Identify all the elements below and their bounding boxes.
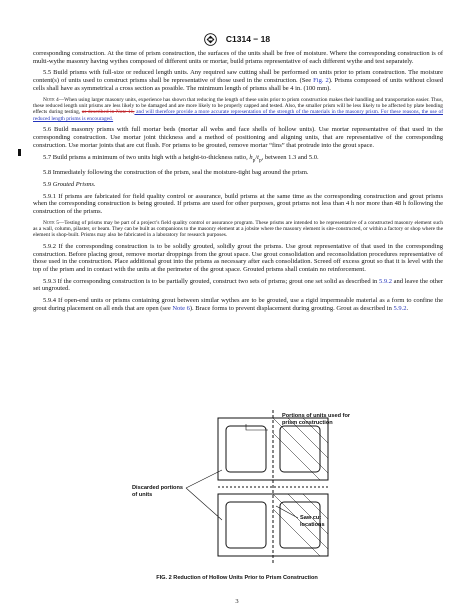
section-5-9-2: 5.9.2 If the corresponding construction is to be solidly grouted, solidly grout the prisms. Use grout representative of that used in the corresponding construction. Before placing grout, remove mortar droppings from the grout space. Use grout consolidation and reconsolidation procedures representative of those used in the construction. Place additional grout into the prisms as necessary after each consolidation. Screed off excess grout so that it is level with the top of the prism and in contact with the units at the perimeter of the grout space. Grouted prisms shall contain no reinforcement. — [33, 243, 443, 273]
note-6-link[interactable]: Note 6 — [172, 304, 190, 312]
section-5-8: 5.8 Immediately following the construction of the prism, seal the moisture-tight bag around the prism. — [43, 168, 309, 176]
document-body — [33, 50, 443, 317]
section-5-9-1: 5.9.1 If prisms are fabricated for field quality control or assurance, build prisms at the same time as the corresponding construction and grout prisms when the corresponding construction is being grouted. If prisms are used for other purposes, grout prisms not less than 4 h nor more than 48 h following the construction of the prisms. — [33, 192, 443, 215]
lower-cell-left — [226, 502, 266, 548]
section-5-9-2-link[interactable]: 5.9.2 — [378, 277, 392, 285]
paragraph-intro: corresponding construction. At the time of prism construction, the surfaces of the units shall be free of moisture. Where the corresponding construction is of multi-wythe masonry having wythes composed of different units or mortar, build prisms representative of each different wythe and test separately. — [33, 50, 443, 65]
note-5: Note 5—Testing of prisms may be part of a project’s field quality control or assurance program. These prisms are intended to be representative of a constructed masonry element such as a wall, column, pilaster, or beam. They can be built as companions to the masonry element at a jobsite where the masonry element is site-constructed, or within a factory or shop where the element is shop-built. Prisms may also be fabricated in a laboratory for research purposes. — [33, 219, 443, 239]
note-4: Note 4—When using larger masonry units, experience has shown that reducing the length of these units prior to prism construction makes their handling and transportation easier. Thus, these reduced length unit prisms are less likely to be damaged and are more likely to be properly capped and tested. Also, the smaller prism will be less likely to be affected by plate bending effects during testing, as described in Note 11, and will therefore provide a more accurate representation of the strength of the materials in the masonry prism. For these reasons, the use of reduced length prisms is encouraged. — [33, 96, 443, 122]
page-header — [0, 30, 474, 48]
leader-left-2 — [186, 488, 222, 520]
label-discarded: Discarded portions of units — [132, 485, 183, 498]
section-5-9-2-link[interactable]: 5.9.2 — [393, 304, 407, 312]
upper-cell-right — [280, 426, 320, 472]
document-designation: C1314 − 18 — [225, 34, 271, 45]
section-5-6: 5.6 Build masonry prisms with full mortar beds (mortar all webs and face shells of hollow units). Use mortar representative of that used in the corresponding construction. Use mortar joint thickness and a method of positioning and aligning units, that are representative of the corresponding construction. Use mortar joints that are cut flush. For prisms to be grouted, remove mortar “fins” that protrude into the grout space. — [33, 126, 443, 149]
section-5-9-3: 5.9.3 If the corresponding construction is to be partially grouted, construct two sets of prisms; grout one set solid as described in 5.9.2 and leave the other set ungrouted. — [33, 277, 443, 293]
label-saw-cut: Saw cut locations — [300, 515, 325, 528]
astm-logo-icon — [204, 33, 217, 46]
section-5-5: 5.5 Build prisms with full-size or reduced length units. Any required saw cutting shall be performed on units prior to prism construction. The moisture content(s) of units used to construct prisms shall be representative of those used in the construction. (See Fig. 2). Prisms composed of units without closed cells shall have as symmetrical a cross section as possible. The minimum length of prisms shall be 4 in. (100 mm). — [33, 69, 444, 92]
upper-cell-left — [226, 426, 266, 472]
fig-2-link[interactable]: Fig. 2 — [313, 77, 329, 85]
label-portions-used: Portions of units used for prism construction — [282, 413, 351, 426]
section-5-7: 5.7 Build prisms a minimum of two units high with a height-to-thickness ratio, $h_p/t_p$, between 1.3 and 5.0. — [43, 153, 319, 163]
section-5-9: 5.9 Grouted Prisms. — [43, 180, 96, 188]
page-number: 3 — [235, 598, 239, 605]
change-bar — [18, 149, 21, 156]
figure-caption: FIG. 2 Reduction of Hollow Units Prior to Prism Construction — [156, 575, 318, 581]
section-5-9-4: 5.9.4 If open-end units or prisms containing grout between similar wythes are to be grouted, use a rigid impermeable material as a form to confine the grout during placement on all ends that are open (see Note 6). Brace forms to prevent displacement during grouting. Grout as described in 5.9.2. — [33, 297, 443, 312]
deleted-text: as described in Note 11, — [81, 109, 135, 116]
leader-left-1 — [186, 470, 222, 488]
